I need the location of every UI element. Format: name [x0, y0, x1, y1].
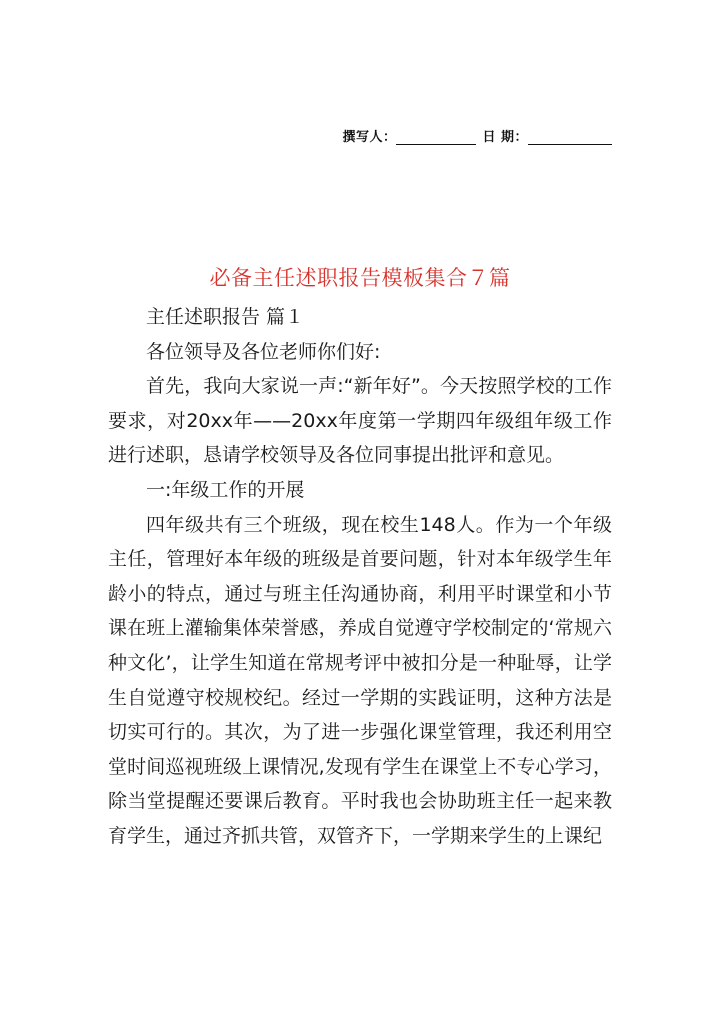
- date-label: 日 期：: [482, 130, 528, 145]
- author-label: 撰写人：: [342, 130, 397, 145]
- date-blank-line[interactable]: [528, 130, 612, 145]
- document-title: 必备主任述职报告模板集合７篇: [209, 266, 511, 290]
- author-blank-line[interactable]: [396, 130, 476, 145]
- header-fields: [342, 126, 612, 145]
- document-body: [108, 300, 612, 854]
- greeting-paragraph: 各位领导及各位老师你们好:: [146, 340, 381, 363]
- body-paragraph: 四年级共有三个班级，现在校生148人。作为一个年级主任，管理好本年级的班级是首要问题，针对本年级学生年龄小的特点，通过与班主任沟通协商，利用平时课堂和小节课在班上灌输集体荣誉感，养成自觉遵守学校制定的‘常规六种文化’，让学生知道在常规考评中被扣分是一种耻辱，让学生自觉遵守校规校纪。经过一学期的实践证明，这种方法是切实可行的。其次，为了进一步强化课堂管理，我还利用空堂时间巡视班级上课情况,发现有学生在课堂上不专心学习，除当堂提醒还要课后教育。平时我也会协助班主任一起来教育学生，通过齐抓共管，双管齐下，一学期来学生的上课纪: [108, 513, 612, 847]
- section-heading: 主任述职报告 篇１: [146, 306, 305, 328]
- subsection-heading: 一:年级工作的开展: [146, 478, 305, 501]
- intro-paragraph: 首先，我向大家说一声:“新年好”。今天按照学校的工作要求，对20xx年——20xx年度第一学期四年级组年级工作进行述职，恳请学校领导及各位同事提出批评和意见。: [108, 375, 612, 467]
